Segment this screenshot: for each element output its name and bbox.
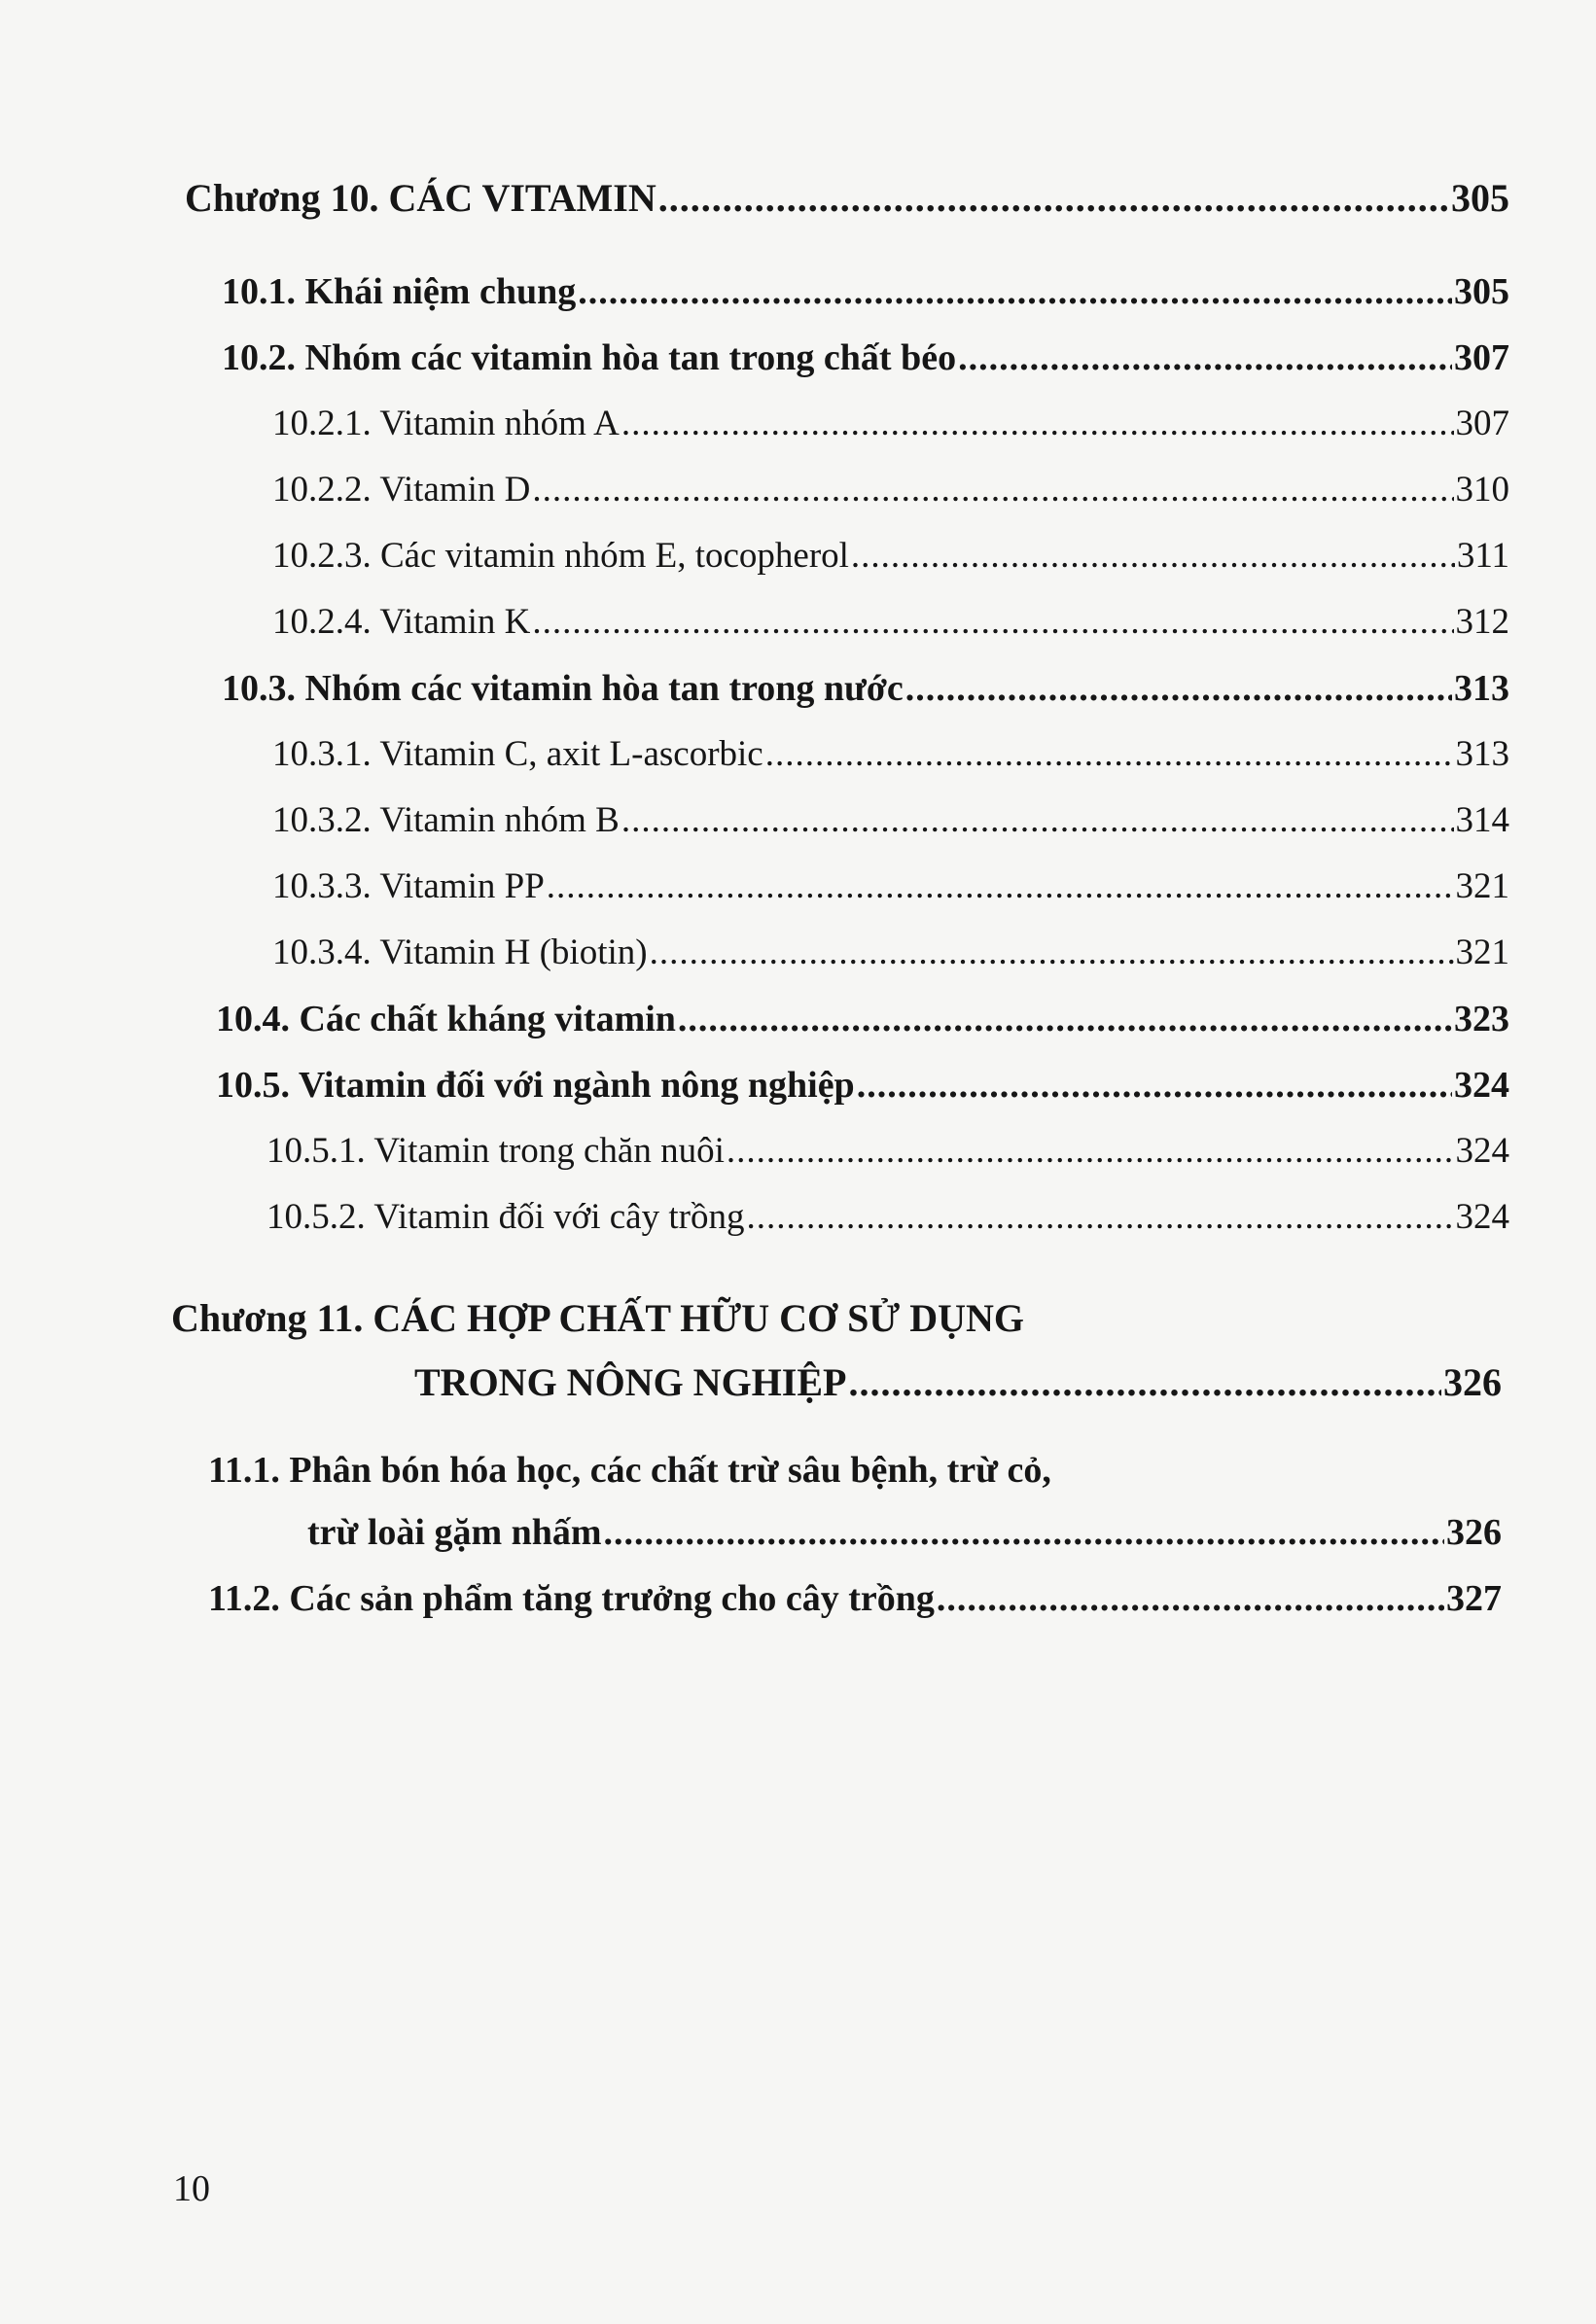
toc-entry-10-1[interactable] [222,261,1509,323]
toc-entry-10-3-3[interactable] [272,856,1509,918]
toc-entry-page: 327 [1446,1578,1502,1619]
toc-entry-label: 10.3.2. Vitamin nhóm B [272,800,620,840]
toc-entry-10-2[interactable] [222,327,1509,389]
toc-entry-page: 324 [1454,1065,1509,1106]
toc-entry-10-5-2[interactable] [266,1186,1509,1249]
toc-entry-label: Chương 11. CÁC HỢP CHẤT HỮU CƠ SỬ DỤNG [171,1296,1024,1340]
toc-entry-page: 323 [1454,999,1509,1039]
toc-entry-label: 10.2.2. Vitamin D [272,470,531,510]
toc-entry-label: 10.4. Các chất kháng vitamin [216,999,676,1039]
toc-leader-dots [621,790,1454,852]
toc-entry-label: 10.5. Vitamin đối với ngành nông nghiệp [216,1065,855,1106]
toc-entry-10-5[interactable] [216,1054,1509,1116]
toc-entry-page: 314 [1455,800,1509,840]
toc-entry-page: 324 [1455,1131,1509,1171]
toc-entry-10-2-2[interactable] [272,459,1509,521]
toc-entry-page: 305 [1454,271,1509,312]
toc-entry-10-2-3[interactable] [272,525,1509,587]
toc-leader-dots [848,1352,1441,1414]
toc-leader-dots [851,525,1455,587]
toc-leader-dots [857,1054,1452,1116]
toc-entry-label: 10.3.1. Vitamin C, axit L-ascorbic [272,734,763,774]
toc-entry-11-2[interactable] [208,1567,1502,1630]
toc-entry-label: 10.1. Khái niệm chung [222,271,577,312]
toc-leader-dots [678,988,1452,1050]
toc-entry-10-3-1[interactable] [272,723,1509,786]
toc-entry-label: 10.5.1. Vitamin trong chăn nuôi [266,1131,725,1171]
toc-entry-label: 10.2.4. Vitamin K [272,602,531,642]
toc-leader-dots [905,657,1452,720]
toc-entry-label: 10.2.3. Các vitamin nhóm E, tocopherol [272,536,849,576]
toc-leader-dots [621,393,1454,455]
toc-entry-11-1-line1[interactable] [208,1439,1051,1501]
toc-entry-label-continued: TRONG NÔNG NGHIỆP [414,1360,847,1404]
toc-entry-10-3-4[interactable] [272,922,1509,984]
toc-entry-label: 10.3. Nhóm các vitamin hòa tan trong nước [222,668,904,709]
toc-entry-label: Chương 10. CÁC VITAMIN [185,176,656,220]
toc-entry-10-3-2[interactable] [272,790,1509,852]
toc-entry-page: 305 [1451,176,1509,220]
toc-entry-10-4[interactable] [216,988,1509,1050]
toc-leader-dots [532,459,1453,521]
toc-leader-dots [658,167,1449,229]
toc-entry-label: 10.2. Nhóm các vitamin hòa tan trong chất béo [222,337,957,378]
toc-leader-dots [937,1567,1444,1630]
toc-entry-chapter-11[interactable] [414,1352,1502,1414]
toc-leader-dots [547,856,1454,918]
toc-entry-10-3[interactable] [222,657,1509,720]
toc-leader-dots [727,1120,1454,1182]
toc-leader-dots [958,327,1452,389]
toc-entry-page: 307 [1454,337,1509,378]
toc-entry-page: 311 [1456,536,1509,576]
toc-entry-page: 312 [1455,602,1509,642]
toc-entry-label: 10.3.3. Vitamin PP [272,866,545,906]
toc-leader-dots [532,591,1453,653]
toc-entry-10-5-1[interactable] [266,1120,1509,1182]
toc-entry-page: 326 [1446,1512,1502,1553]
toc-entry-label: 11.1. Phân bón hóa học, các chất trừ sâu bệnh, trừ cỏ, [208,1450,1051,1491]
toc-entry-page: 321 [1455,933,1509,972]
toc-leader-dots [765,723,1454,786]
toc-entry-chapter-10[interactable] [185,167,1509,229]
toc-entry-label-continued: trừ loài gặm nhấm [307,1512,602,1553]
toc-entry-page: 321 [1455,866,1509,906]
toc-entry-page: 313 [1454,668,1509,709]
toc-entry-page: 310 [1455,470,1509,510]
toc-entry-label: 11.2. Các sản phẩm tăng trưởng cho cây trồng [208,1578,935,1619]
toc-entry-10-2-4[interactable] [272,591,1509,653]
toc-leader-dots [650,922,1454,984]
toc-leader-dots [578,261,1452,323]
toc-entry-page: 324 [1455,1197,1509,1237]
toc-entry-label: 10.5.2. Vitamin đối với cây trồng [266,1197,745,1237]
toc-entry-label: 10.2.1. Vitamin nhóm A [272,404,620,443]
toc-entry-page: 307 [1455,404,1509,443]
toc-entry-10-2-1[interactable] [272,393,1509,455]
toc-entry-page: 326 [1443,1360,1502,1404]
toc-leader-dots [604,1501,1444,1564]
toc-entry-label: 10.3.4. Vitamin H (biotin) [272,933,648,972]
toc-entry-chapter-11-line1[interactable] [171,1287,1024,1350]
toc-entry-11-1[interactable] [307,1501,1502,1564]
page-number: 10 [173,2168,210,2209]
toc-entry-page: 313 [1455,734,1509,774]
toc-leader-dots [746,1186,1453,1249]
